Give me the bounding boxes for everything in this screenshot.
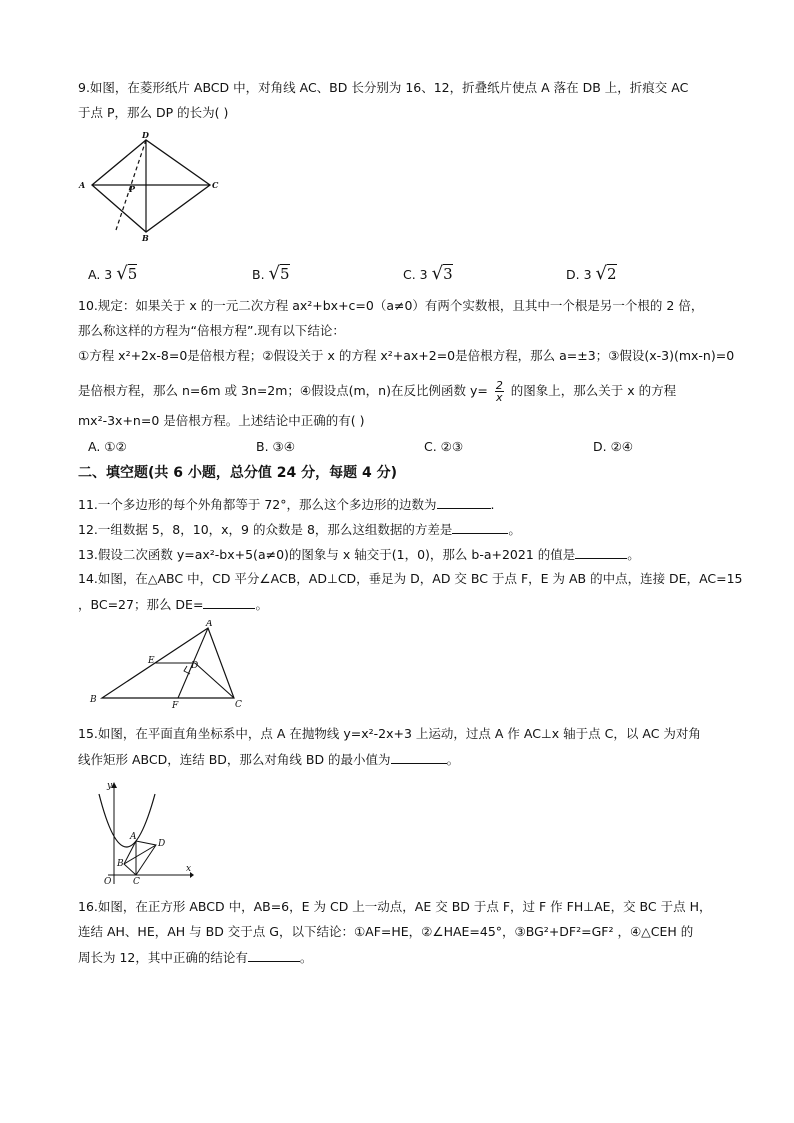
q10-line5: mx²-3x+n=0 是倍根方程。上述结论中正确的有( ) (78, 413, 365, 428)
q15-line1: 15.如图，在平面直角坐标系中，点 A 在抛物线 y=x²-2x+3 上运动，过点 A 作 AC⊥x 轴于点 C，以 AC 为对角 (78, 726, 701, 741)
q9-option-b-label: B. (252, 267, 265, 282)
q10-option-d: D. ②④ (593, 439, 633, 454)
q15-tail: 。 (446, 752, 460, 767)
q15-line2 (78, 751, 459, 768)
q9-option-b-radicand: 5 (280, 265, 290, 283)
q15-line2-text: 线作矩形 ABCD，连结 BD，那么对角线 BD 的最小值为 (78, 752, 391, 767)
q13-answer-blank (575, 546, 627, 559)
q9-option-b (252, 263, 290, 284)
q15-label-D: D (158, 839, 166, 849)
q11-tail: . (490, 497, 495, 512)
q14-label-F: F (172, 701, 179, 710)
section-heading: 二、填空题(共 6 小题，总分值 24 分，每题 4 分) (78, 465, 398, 481)
q9-option-c (403, 263, 453, 284)
q15-label-C: C (133, 877, 140, 887)
sqrt-icon: √ (268, 263, 281, 284)
q16-answer-blank (248, 949, 300, 962)
q9-option-c-label: C. 3 (403, 267, 428, 282)
q9-label-B: B (142, 233, 149, 243)
q16-line2: 连结 AH、HE，AH 与 BD 交于点 G，以下结论：①AF=HE，②∠HAE=45°，③BG²+DF²=GF² ，④△CEH 的 (78, 924, 694, 939)
q9-line1: 9.如图，在菱形纸片 ABCD 中，对角线 AC、BD 长分别为 16、12，折叠纸片使点 A 落在 DB 上，折痕交 AC (78, 80, 689, 95)
q10-option-b: B. ③④ (256, 439, 295, 454)
q14-line2 (78, 596, 268, 613)
q10-fraction-numerator: 2 (495, 379, 503, 392)
q15-parabola-figure (94, 780, 194, 890)
q10-fraction (495, 380, 504, 403)
q9-option-a (88, 263, 137, 284)
q12 (78, 521, 521, 538)
q14-tail: 。 (255, 597, 268, 612)
q10-option-a: A. ①② (88, 439, 127, 454)
q12-text: 12.一组数据 5，8，10，x，9 的众数是 8，那么这组数据的方差是 (78, 522, 453, 537)
sqrt-icon: √ (116, 263, 128, 284)
sqrt-icon: √ (595, 263, 607, 284)
q16-line3-text: 周长为 12，其中正确的结论有 (78, 950, 248, 965)
q16-tail: 。 (299, 950, 313, 965)
q14-line1: 14.如图，在△ABC 中，CD 平分∠ACB，AD⊥CD，垂足为 D，AD 交 BC 于点 F，E 为 AB 的中点，连接 DE，AC=15 (78, 571, 743, 586)
q15-answer-blank (391, 751, 447, 764)
q11-text: 11.一个多边形的每个外角都等于 72°，那么这个多边形的边数为 (78, 497, 437, 512)
q13 (78, 546, 640, 563)
q14-answer-blank (203, 596, 255, 609)
q9-line2: 于点 P，那么 DP 的长为( ) (78, 105, 229, 120)
q12-answer-blank (452, 521, 508, 534)
q10-line4 (78, 380, 676, 403)
q10-line2: 那么称这样的方程为“倍根方程”.现有以下结论： (78, 323, 345, 338)
q9-option-d-radicand: 2 (607, 265, 617, 283)
q9-rhombus-figure (76, 130, 221, 245)
q9-label-D: D (142, 130, 149, 140)
q16-line3 (78, 949, 312, 966)
q14-triangle-figure (86, 620, 256, 710)
q14-line2-text: ，BC=27；那么 DE= (78, 597, 204, 612)
q9-option-c-radicand: 3 (443, 265, 453, 283)
q10-line3: ①方程 x²+2x-8=0是倍根方程；②假设关于 x 的方程 x²+ax+2=0是倍根方程，那么 a=±3；③假设(x-3)(mx-n)=0 (78, 348, 735, 363)
q15-label-y: y (107, 781, 113, 791)
q9-label-P: P (129, 184, 136, 194)
q15-label-O: O (104, 877, 112, 887)
q15-label-x: x (186, 864, 192, 874)
q14-label-A: A (206, 620, 213, 629)
q12-tail: 。 (508, 522, 521, 537)
q16-line1: 16.如图，在正方形 ABCD 中，AB=6，E 为 CD 上一动点，AE 交 BD 于点 F，过 F 作 FH⊥AE，交 BC 于点 H， (78, 899, 712, 914)
q14-label-E: E (148, 656, 155, 666)
q15-label-B: B (117, 859, 124, 869)
q9-option-a-label: A. 3 (88, 267, 113, 282)
q10-option-c: C. ②③ (424, 439, 464, 454)
q14-label-D: D (191, 661, 199, 671)
q10-line4-a: 是倍根方程，那么 n=6m 或 3n=2m；④假设点(m，n)在反比例函数 y= (78, 383, 488, 398)
q15-label-A: A (130, 832, 137, 842)
q13-tail: 。 (627, 547, 640, 562)
q13-text: 13.假设二次函数 y=ax²-bx+5(a≠0)的图象与 x 轴交于(1，0)，那么 b-a+2021 的值是 (78, 547, 576, 562)
q9-option-d (566, 263, 617, 284)
q10-line1: 10.规定：如果关于 x 的一元二次方程 ax²+bx+c=0（a≠0）有两个实数根，且其中一个根是另一个根的 2 倍， (78, 298, 704, 313)
q10-line4-b: 的图象上，那么关于 x 的方程 (510, 383, 677, 398)
q9-option-a-radicand: 5 (127, 265, 138, 283)
q14-label-B: B (90, 695, 97, 705)
q9-label-A: A (79, 180, 86, 190)
sqrt-icon: √ (431, 263, 444, 284)
q11 (78, 496, 495, 513)
q9-label-C: C (212, 180, 219, 190)
q10-fraction-denominator: x (496, 391, 503, 404)
q14-label-C: C (235, 700, 242, 710)
q11-answer-blank (437, 496, 491, 509)
q9-option-d-label: D. 3 (566, 267, 592, 282)
